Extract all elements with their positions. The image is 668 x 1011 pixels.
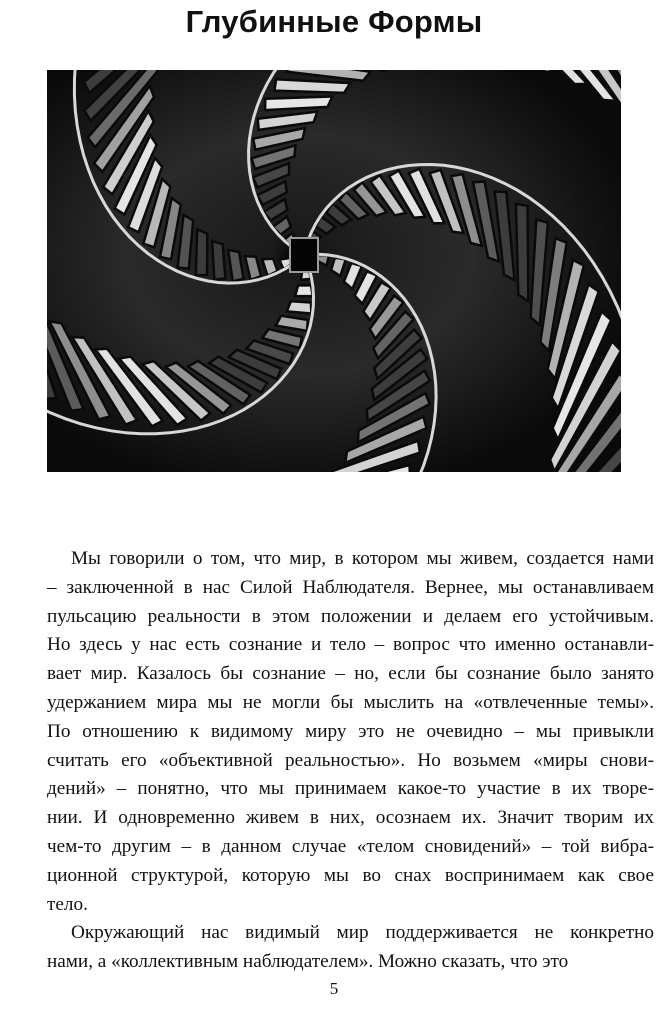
stair-step bbox=[516, 204, 528, 301]
text-line: ционной структурой, которую мы во снах воспринимаем как свое bbox=[47, 864, 654, 886]
text-line: пульсацию реальности в этом положении и делаем его устойчивым. bbox=[47, 605, 654, 627]
paragraph-1 bbox=[47, 545, 654, 919]
text-line: Но здесь у нас есть сознание и тело – вопрос что именно останавли- bbox=[47, 634, 654, 656]
article-body bbox=[47, 545, 654, 977]
stair-step bbox=[287, 301, 312, 313]
text-line: вает мир. Казалось бы сознание – но, если бы сознание было занято bbox=[47, 663, 654, 685]
text-line: Мы говорили о том, что мир, в котором мы живем, создается нами bbox=[71, 548, 654, 569]
text-line: чем-то другим – в данном случае «телом сновидений» – той вибра- bbox=[47, 835, 654, 857]
stair-step bbox=[275, 79, 351, 93]
page-title: Глубинные Формы bbox=[185, 4, 483, 39]
staircase-illustration bbox=[47, 70, 621, 472]
text-line: – заключенной в нас Силой Наблюдателя. Вернее, мы останавливаем bbox=[47, 576, 654, 598]
stair-step bbox=[212, 241, 225, 280]
page-number: 5 bbox=[329, 979, 339, 998]
text-line: По отношению к видимому миру это не очевидно – мы привыкли bbox=[47, 720, 654, 742]
stair-step bbox=[265, 97, 332, 111]
text-line: удержанием мира мы не могли бы мыслить на «отвлеченные темы». bbox=[47, 691, 654, 713]
text-line: тело. bbox=[47, 893, 88, 915]
paragraph-2 bbox=[47, 919, 654, 977]
text-line: считать его «объективной реальностью». Но возьмем «миры снови- bbox=[47, 749, 654, 771]
spiral-staircase-photo bbox=[47, 70, 621, 472]
text-line: нии. И одновременно живем в них, осознаем их. Значит творим их bbox=[47, 807, 654, 829]
text-line: нами, а «коллективным наблюдателем». Можно сказать, что это bbox=[47, 951, 569, 973]
stair-step bbox=[196, 229, 208, 275]
stair-step bbox=[295, 285, 313, 296]
text-line: дений» – понятно, что мы принимаем какое-то участие в их творе- bbox=[47, 778, 654, 800]
text-line: Окружающий нас видимый мир поддерживается не конкретно bbox=[71, 922, 654, 944]
